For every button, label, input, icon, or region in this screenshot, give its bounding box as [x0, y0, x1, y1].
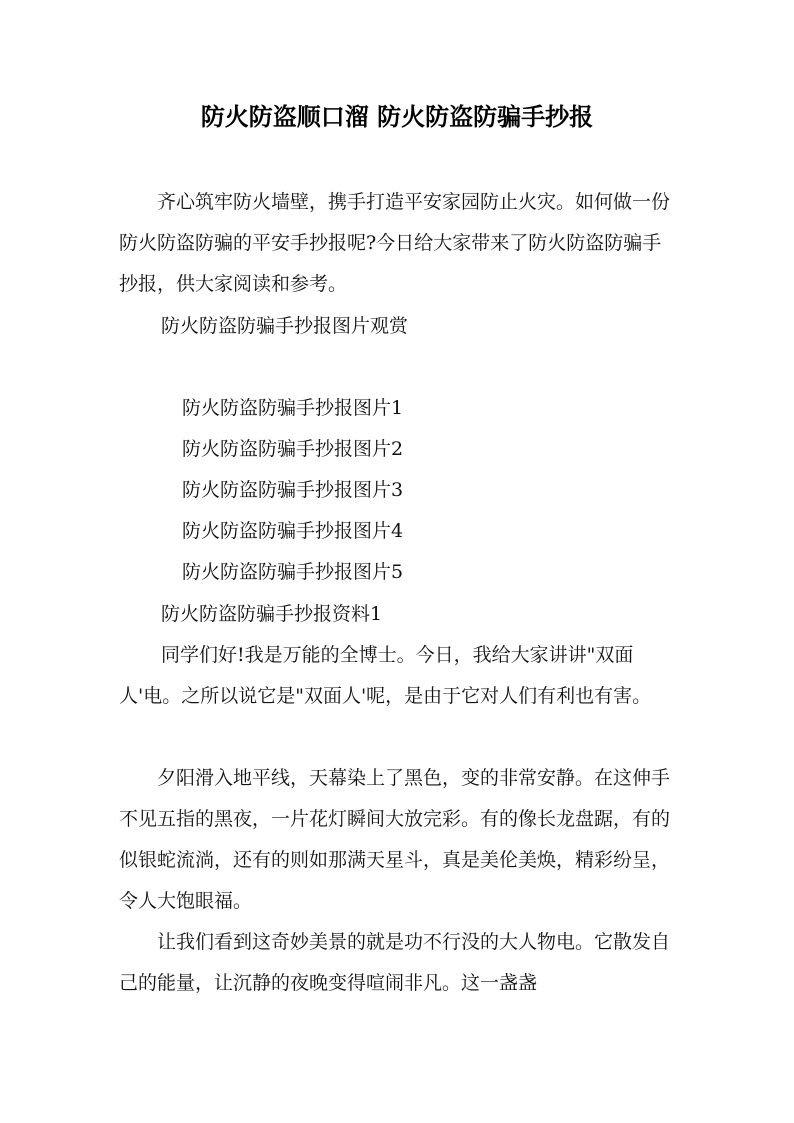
body-paragraph: 夕阳滑入地平线，天幕染上了黑色，变的非常安静。在这伸手不见五指的黑夜，一片花灯瞬间大放完彩。有的像长龙盘踞，有的似银蛇流淌，还有的则如那满天星斗，真是美伦美焕，精彩纷呈，令人大饱眼福。 — [119, 767, 671, 912]
picture-caption: 防火防盗防骗手抄报图片1 — [182, 397, 404, 419]
body-paragraph: 让我们看到这奇妙美景的就是功不行没的大人物电。它散发自己的能量，让沉静的夜晚变得喧闹非凡。这一盏盏 — [119, 931, 671, 994]
intro-paragraph: 齐心筑牢防火墙壁，携手打造平安家园防止火灾。如何做一份防火防盗防骗的平安手抄报呢?今日给大家带来了防火防盗防骗手抄报，供大家阅读和参考。 — [119, 191, 671, 295]
body-paragraph: 同学们好!我是万能的全博士。今日，我给大家讲讲"双面人'电。之所以说它是"双面人'呢，是由于它对人们有利也有害。 — [119, 644, 652, 707]
picture-caption: 防火防盗防骗手抄报图片4 — [182, 520, 404, 542]
page-title: 防火防盗顺口溜 防火防盗防骗手抄报 — [200, 103, 594, 131]
picture-caption: 防火防盗防骗手抄报图片2 — [182, 438, 404, 460]
material-heading: 防火防盗防骗手抄报资料1 — [161, 603, 383, 625]
gallery-heading: 防火防盗防骗手抄报图片观赏 — [161, 315, 409, 337]
picture-caption: 防火防盗防骗手抄报图片5 — [182, 561, 404, 583]
picture-caption: 防火防盗防骗手抄报图片3 — [182, 479, 404, 501]
